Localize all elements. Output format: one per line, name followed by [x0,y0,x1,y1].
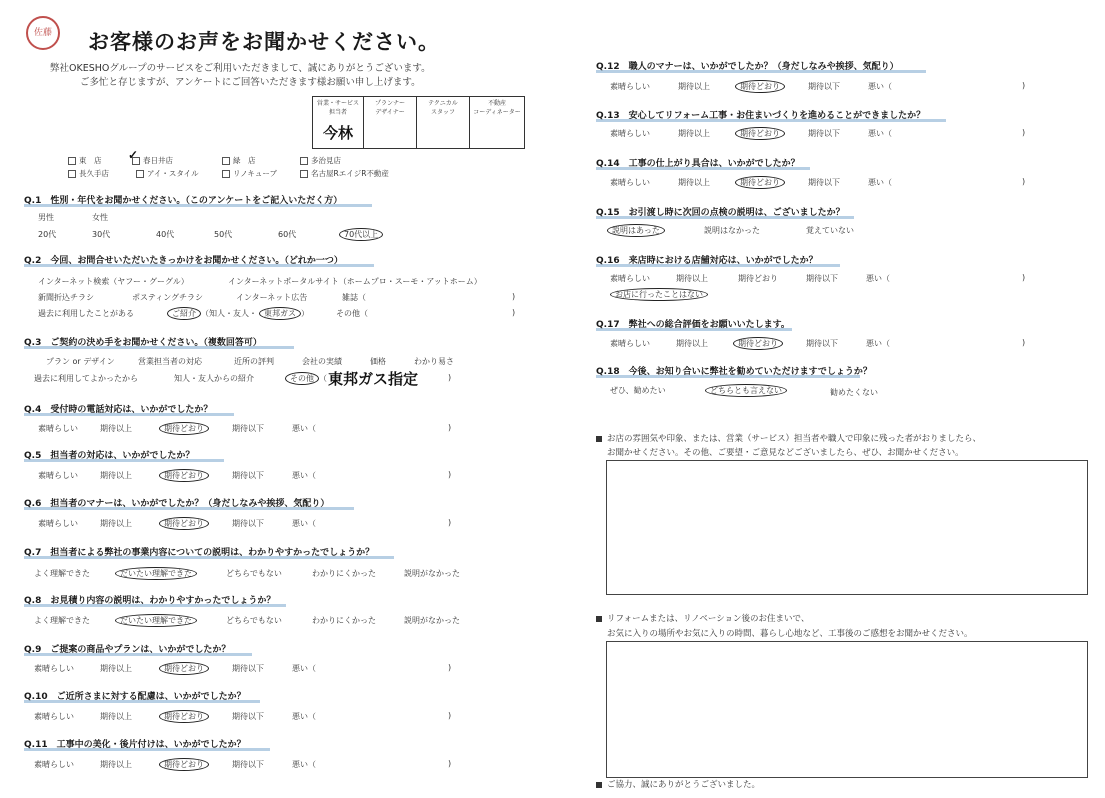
option-selected[interactable]: 期待どおり [159,422,209,435]
option-selected[interactable]: 期待どおり [159,662,209,675]
option[interactable]: 素晴らしい [34,664,74,673]
option[interactable]: 期待以下 [232,664,264,673]
option-detail-selected[interactable]: 東邦ガス [259,307,301,320]
option-selected[interactable]: 期待どおり [735,127,785,140]
option[interactable]: 素晴らしい [34,712,74,721]
store-option[interactable]: 多治見店 [300,155,341,166]
comment-1-prompt-line-1: お店の雰囲気や印象、または、営業（サービス）担当者や職人で印象に残った者がおりましたら、 [596,432,981,444]
question-9: Q.9 ご提案の商品やプランは、いかがでしたか？ [24,645,231,655]
check-mark-icon: ✓ [128,148,139,162]
option[interactable]: 悪い（ [292,664,316,673]
option[interactable]: どちらでもない [226,616,282,625]
option[interactable]: 過去に利用したことがある [38,309,134,318]
option-selected[interactable]: どちらとも言えない [705,384,787,397]
paren-close: ) [448,663,452,672]
option[interactable]: 素晴らしい [38,424,78,433]
option[interactable]: 会社の実績 [302,357,342,366]
question-13: Q.13 安心してリフォーム工事・お住まいづくりを進めることができましたか？ [596,111,926,121]
checkbox[interactable] [136,170,144,178]
option-selected[interactable]: 期待どおり [159,710,209,723]
question-6: Q.6 担当者のマナーは、いかがでしたか？（身だしなみや挨拶、気配り） [24,499,330,509]
paren-close: ) [448,470,452,479]
option-selected[interactable]: 期待どおり [735,176,785,189]
option[interactable]: 期待以上 [678,129,710,138]
option[interactable]: その他（ [336,309,368,318]
question-17: Q.17 弊社への総合評価をお願いいたします。 [596,320,790,330]
paren-close: ) [448,518,452,527]
option[interactable]: わかりにくかった [312,616,376,625]
checkbox[interactable] [222,157,230,165]
option[interactable]: 素晴らしい [610,339,650,348]
comment-2-prompt-line-2: お気に入りの場所やお気に入りの時間、暮らし心地など、工事後のご感想をお聞かせください。 [607,629,973,639]
square-bullet-icon [596,782,602,788]
option[interactable]: 期待以下 [232,424,264,433]
handwritten-note: 東邦ガス指定 [328,370,419,388]
option-selected[interactable]: だいたい理解できた [115,567,197,580]
comment-1-prompt-line-2: お聞かせください。その他、ご要望・ご意見などございましたら、ぜひ、お聞かせください。 [607,448,964,458]
option[interactable]: 期待以上 [100,664,132,673]
option-detail: （知人・友人・ [201,309,257,318]
option[interactable]: 期待以下 [232,519,264,528]
option[interactable]: 期待以上 [100,712,132,721]
paren-close: ) [1022,128,1026,137]
option[interactable]: 悪い（ [292,471,316,480]
page-title: お客様のお声をお聞かせください。 [88,30,440,54]
question-14: Q.14 工事の仕上がり具合は、いかがでしたか？ [596,159,800,169]
checkbox[interactable] [300,157,308,165]
comment-2-prompt-line-1: リフォームまたは、リノベーション後のお住まいで、 [596,612,809,624]
question-16: Q.16 来店時における店舗対応は、いかがでしたか？ [596,256,818,266]
paren-close: ) [448,711,452,720]
option[interactable]: 素晴らしい [610,82,650,91]
staff-col-sales-label: 営業・サービス 担当者 [316,100,359,116]
option[interactable]: 悪い（ [868,178,892,187]
option[interactable]: 悪い（ [292,760,316,769]
option[interactable]: 期待以上 [100,760,132,769]
option-selected[interactable]: ご紹介 [167,307,201,320]
option[interactable]: よく理解できた [34,569,90,578]
question-5: Q.5 担当者の対応は、いかがでしたか？ [24,451,195,461]
question-10: Q.10 ご近所さまに対する配慮は、いかがでしたか？ [24,692,246,702]
option[interactable]: 期待以上 [100,519,132,528]
option[interactable]: 期待以上 [676,339,708,348]
option[interactable]: 期待以上 [678,178,710,187]
option[interactable]: 素晴らしい [610,129,650,138]
option[interactable]: 期待どおり [738,274,778,283]
option[interactable]: 期待以上 [100,471,132,480]
store-option[interactable]: 名古屋RエイジR不動産 [300,168,389,179]
staff-table [312,96,525,149]
option[interactable]: 悪い（ [292,519,316,528]
option[interactable]: 価格 [370,357,386,366]
question-8: Q.8 お見積り内容の説明は、わかりやすかったでしょうか？ [24,596,276,606]
intro-line-1: 弊社OKESHOグループのサービスをご利用いただきまして、誠にありがとうございます。 [50,63,431,74]
square-bullet-icon [596,436,602,442]
option[interactable]: ポスティングチラシ [132,293,204,302]
paren-close: ) [512,308,516,317]
question-18: Q.18 今後、お知り合いに弊社を勧めていただけますでしょうか？ [596,367,872,377]
option[interactable]: インターネットポータルサイト（ホームプロ・スーモ・アットホーム） [228,277,482,286]
option[interactable]: 悪い（ [868,82,892,91]
option[interactable]: 40代 [156,230,175,239]
option[interactable]: 素晴らしい [34,760,74,769]
store-option[interactable]: 緑 店 [222,155,256,166]
comment-2-textarea[interactable] [606,641,1088,778]
square-bullet-icon [596,616,602,622]
option[interactable]: 新聞折込チラシ [38,293,94,302]
option[interactable]: ぜひ、勧めたい [610,386,666,395]
option[interactable]: 期待以上 [100,424,132,433]
option[interactable]: 知人・友人からの紹介 [174,374,254,383]
option[interactable]: プラン or デザイン [46,357,115,366]
question-7: Q.7 担当者による弊社の事業内容についての説明は、わかりやすかったでしょうか？ [24,548,375,558]
option[interactable]: 60代 [278,230,297,239]
option[interactable]: 期待以下 [232,712,264,721]
option-selected[interactable]: だいたい理解できた [115,614,197,627]
option[interactable]: 素晴らしい [610,178,650,187]
checkbox[interactable] [68,157,76,165]
option[interactable]: 30代 [92,230,111,239]
store-option[interactable]: アイ・スタイル [136,168,199,179]
option-selected[interactable]: 説明はあった [607,224,665,237]
option[interactable]: 女性 [92,213,108,222]
option-selected[interactable]: 期待どおり [159,517,209,530]
paren-close: ) [448,423,452,432]
question-3: Q.3 ご契約の決め手をお聞かせください。（複数回答可） [24,338,262,348]
paren-close: ) [1022,177,1026,186]
staff-col-realestate [470,97,525,149]
option[interactable]: よく理解できた [34,616,90,625]
option[interactable]: 悪い（ [292,424,316,433]
option[interactable]: 素晴らしい [38,519,78,528]
option[interactable]: わかり易さ [414,357,454,366]
option[interactable]: 男性 [38,213,54,222]
option[interactable]: 期待以下 [808,82,840,91]
option[interactable]: 悪い（ [866,339,890,348]
option[interactable]: インターネット広告 [236,293,308,302]
store-option[interactable]: 長久手店 [68,168,109,179]
footer-thanks: ご協力、誠にありがとうございました。 [596,778,760,790]
option[interactable]: 期待以上 [678,82,710,91]
staff-col-planner-label: プランナー デザイナー [374,100,405,116]
option[interactable]: 説明がなかった [404,569,460,578]
paren-close: ) [448,373,452,382]
question-15: Q.15 お引渡し時に次回の点検の説明は、ございましたか？ [596,208,845,218]
option[interactable]: わかりにくかった [312,569,376,578]
option[interactable]: インターネット検索（ヤフー・グーグル） [38,277,189,286]
question-4: Q.4 受付時の電話対応は、いかがでしたか？ [24,405,213,415]
option[interactable]: 説明はなかった [704,226,760,235]
option-selected[interactable]: 期待どおり [159,758,209,771]
option-selected[interactable]: 期待どおり [159,469,209,482]
option-selected[interactable]: その他 [285,372,319,385]
option[interactable]: 期待以下 [806,339,838,348]
option[interactable]: 期待以下 [806,274,838,283]
paren-close: ) [448,759,452,768]
option[interactable]: 覚えていない [806,226,854,235]
intro-line-2: ご多忙と存じますが、アンケートにご回答いただきます様お願い申し上げます。 [80,77,421,88]
sales-name: 今林 [322,124,353,142]
option-selected[interactable]: 期待どおり [733,337,783,350]
staff-col-technical [417,97,470,149]
option[interactable]: 悪い（ [868,129,892,138]
paren-close: ) [1022,81,1026,90]
option[interactable]: 素晴らしい [38,471,78,480]
checkbox[interactable] [300,170,308,178]
option-selected[interactable]: お店に行ったことはない [610,288,708,301]
option-selected[interactable]: 70代以上 [339,228,383,241]
option[interactable]: 期待以下 [232,471,264,480]
checkbox[interactable] [68,170,76,178]
option[interactable]: どちらでもない [226,569,282,578]
option[interactable]: 50代 [214,230,233,239]
option[interactable]: 勧めたくない [830,388,878,397]
seal-text: 佐藤 [33,28,52,38]
option[interactable]: 素晴らしい [610,274,650,283]
option[interactable]: 悪い（ [866,274,890,283]
seal-stamp [26,16,60,50]
paren-close: ) [1022,273,1026,282]
option[interactable]: 悪い（ [292,712,316,721]
question-12: Q.12 職人のマナーは、いかがでしたか？（身だしなみや挨拶、気配り） [596,62,899,72]
option[interactable]: 近所の評判 [234,357,274,366]
store-option-checked[interactable]: ✓ 春日井店 [128,148,173,165]
option[interactable]: 期待以下 [808,178,840,187]
store-option[interactable]: リノキューブ [222,168,277,179]
store-option[interactable]: 東 店 [68,155,102,166]
option[interactable]: 雑誌（ [342,293,366,302]
comment-1-textarea[interactable] [606,460,1088,595]
option[interactable]: 営業担当者の対応 [138,357,202,366]
paren-close: ) [512,292,516,301]
staff-col-sales [313,97,364,149]
option[interactable]: 20代 [38,230,57,239]
question-11: Q.11 工事中の美化・後片付けは、いかがでしたか？ [24,740,246,750]
option[interactable]: 期待以上 [676,274,708,283]
option[interactable]: 期待以下 [232,760,264,769]
staff-col-technical-label: テクニカル スタッフ [428,100,458,116]
staff-col-realestate-label: 不動産 コーディネーター [473,100,521,116]
option-selected[interactable]: 期待どおり [735,80,785,93]
option[interactable]: 期待以下 [808,129,840,138]
question-2: Q.2 今回、お問合せいただいたきっかけをお聞かせください。（どれか一つ） [24,256,343,266]
checkbox[interactable] [222,170,230,178]
paren-close: ) [1022,338,1026,347]
option[interactable]: 説明がなかった [404,616,460,625]
option[interactable]: 過去に利用してよかったから [34,374,138,383]
question-1: Q.1 性別・年代をお聞かせください。（このアンケートをご記入いただく方） [24,196,343,206]
staff-col-planner [364,97,417,149]
